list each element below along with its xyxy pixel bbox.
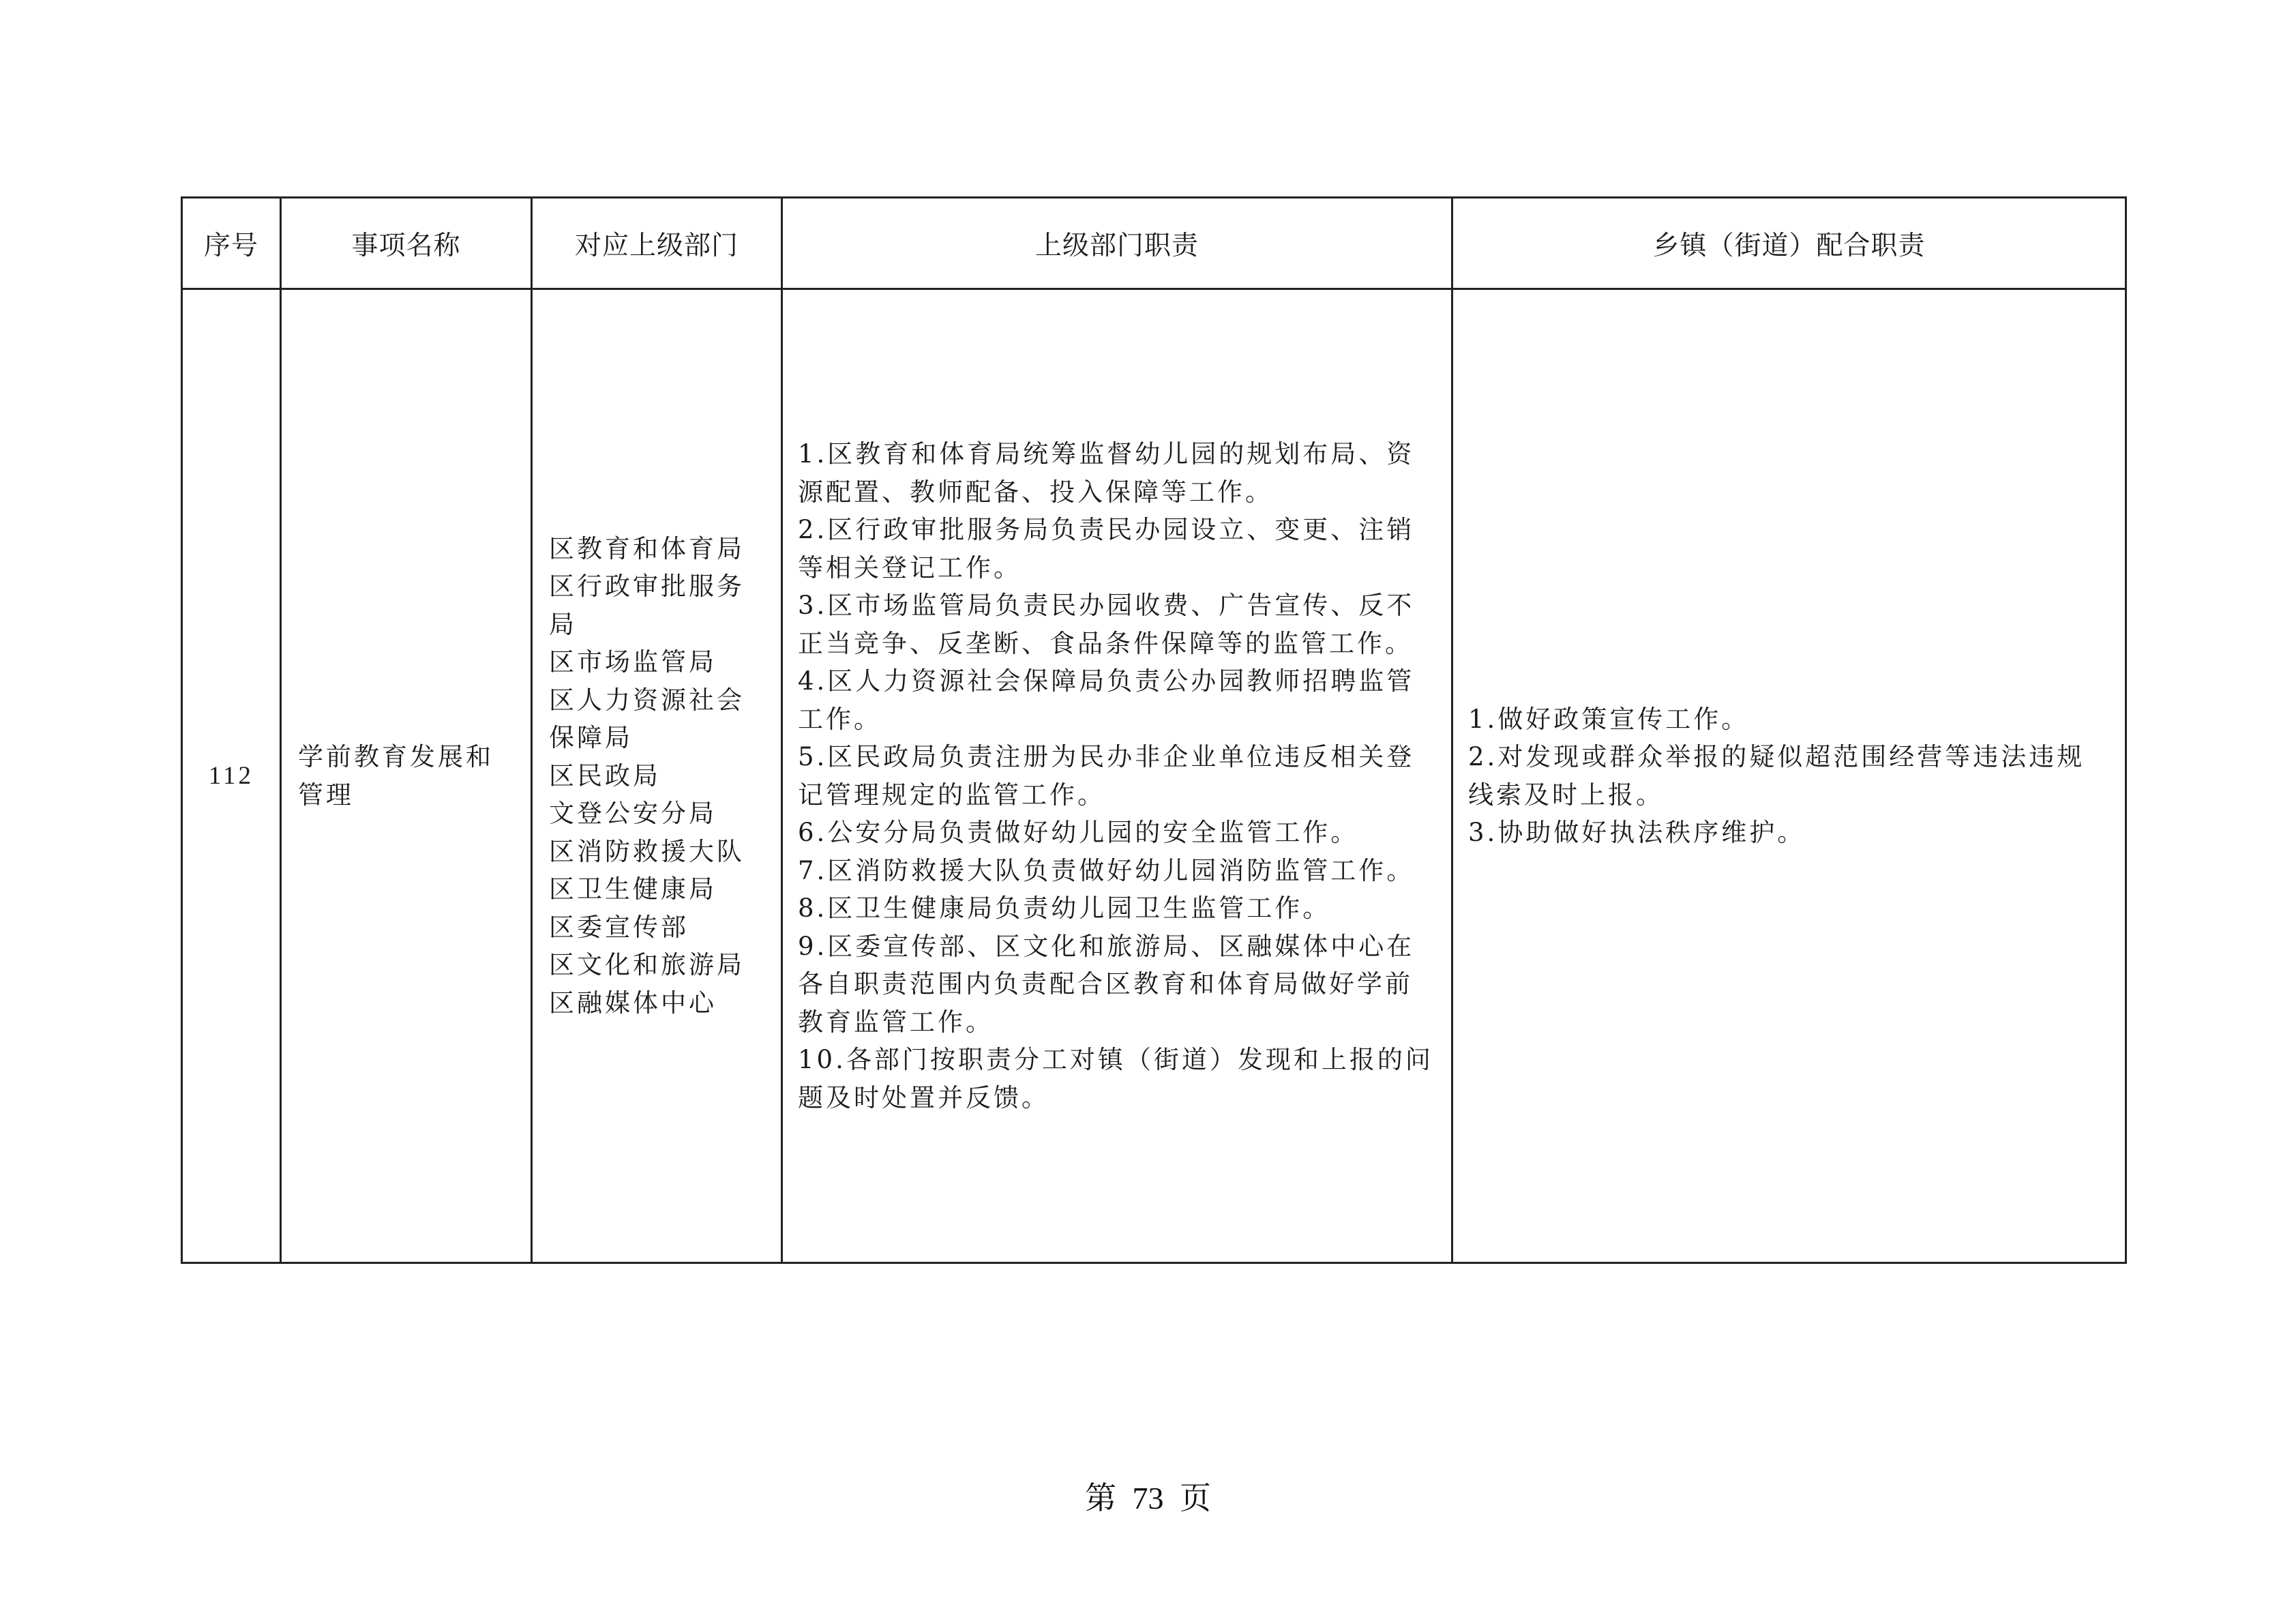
cell-town-duties [1452, 289, 2126, 1263]
dept-line: 区消防救援大队 [549, 836, 745, 866]
cell-superior-depts [532, 289, 782, 1263]
page-number: 73 [1132, 1481, 1164, 1516]
header-seq: 序号 [182, 198, 281, 289]
dept-line: 区委宣传部 [549, 912, 689, 942]
dept-line: 区市场监管局 [549, 647, 717, 677]
duty-line: 记管理规定的监管工作。 [798, 780, 1105, 810]
header-superior-dept: 对应上级部门 [532, 198, 782, 289]
header-item-name: 事项名称 [281, 198, 532, 289]
dept-line: 区教育和体育局 [549, 533, 745, 563]
duty-line: 10.各部门按职责分工对镇（街道）发现和上报的问 [798, 1045, 1433, 1074]
duty-line: 各自职责范围内负责配合区教育和体育局做好学前 [798, 969, 1413, 999]
page-suffix: 页 [1180, 1481, 1211, 1516]
dept-line: 区融媒体中心 [549, 988, 717, 1018]
town-duty-line: 1.做好政策宣传工作。 [1468, 704, 1750, 734]
header-town-duty: 乡镇（街道）配合职责 [1452, 198, 2126, 289]
item-name-line: 管理 [298, 780, 354, 810]
town-duty-line: 3.协助做好执法秩序维护。 [1468, 818, 1806, 847]
dept-line: 区文化和旅游局 [549, 950, 745, 980]
duty-line: 1.区教育和体育局统筹监督幼儿园的规划布局、资 [798, 439, 1415, 469]
table-header-row [182, 198, 2126, 289]
item-name-line: 学前教育发展和 [298, 742, 494, 771]
duty-line: 3.区市场监管局负责民办园收费、广告宣传、反不 [798, 591, 1415, 620]
duty-line: 教育监管工作。 [798, 1007, 994, 1037]
dept-line: 保障局 [549, 723, 633, 753]
cell-seq-number: 112 [182, 289, 281, 1263]
duty-line: 9.区委宣传部、区文化和旅游局、区融媒体中心在 [798, 931, 1415, 961]
header-superior-duty: 上级部门职责 [782, 198, 1452, 289]
dept-line: 局 [549, 609, 577, 639]
duty-line: 题及时处置并反馈。 [798, 1082, 1049, 1112]
dept-line: 区民政局 [549, 761, 661, 791]
duty-line: 正当竞争、反垄断、食品条件保障等的监管工作。 [798, 628, 1413, 658]
duty-line: 6.公安分局负责做好幼儿园的安全监管工作。 [798, 818, 1359, 847]
page-number-footer [0, 1473, 2296, 1518]
duty-line: 8.区卫生健康局负责幼儿园卫生监管工作。 [798, 894, 1331, 923]
dept-line: 区行政审批服务 [549, 572, 745, 602]
dept-line: 文登公安分局 [549, 799, 717, 829]
duty-line: 5.区民政局负责注册为民办非企业单位违反相关登 [798, 742, 1415, 771]
duty-line: 等相关登记工作。 [798, 552, 1022, 582]
page-prefix: 第 [1085, 1481, 1116, 1516]
table-row [182, 289, 2126, 1263]
town-duty-line: 2.对发现或群众举报的疑似超范围经营等违法违规 [1468, 742, 2085, 771]
duty-line: 4.区人力资源社会保障局负责公办园教师招聘监管 [798, 666, 1415, 696]
town-duty-line: 线索及时上报。 [1468, 780, 1664, 810]
dept-line: 区人力资源社会 [549, 685, 745, 715]
duty-line: 7.区消防救援大队负责做好幼儿园消防监管工作。 [798, 855, 1415, 885]
duty-line: 工作。 [798, 704, 882, 734]
duty-line: 2.区行政审批服务局负责民办园设立、变更、注销 [798, 515, 1415, 544]
duty-line: 源配置、教师配备、投入保障等工作。 [798, 477, 1273, 507]
dept-line: 区卫生健康局 [549, 874, 717, 904]
responsibility-table [181, 196, 2127, 1264]
cell-item-name [281, 289, 532, 1263]
cell-superior-duties [782, 289, 1452, 1263]
